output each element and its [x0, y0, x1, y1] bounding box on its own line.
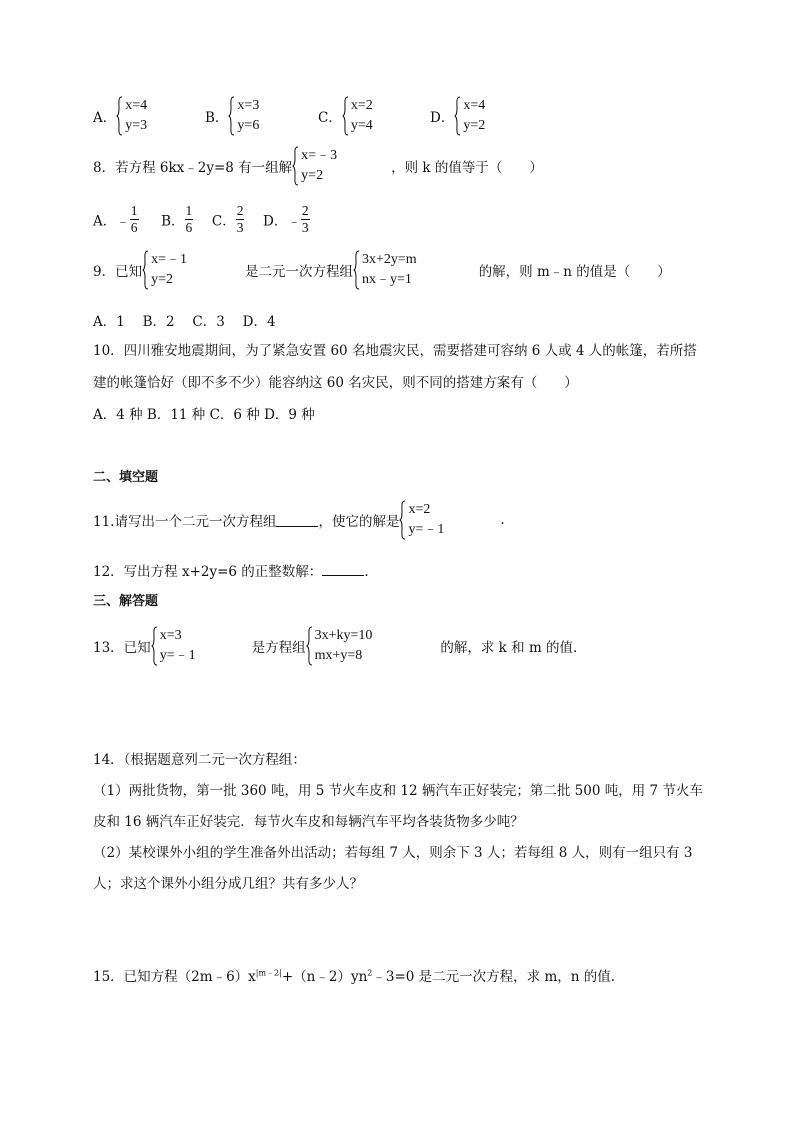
q10-options: A．4 种 B．11 种 C．6 种 D．9 种 [93, 407, 315, 423]
q14-title: 14．（根据题意列二元一次方程组： [93, 752, 306, 768]
equation-system: x=2 y=﹣1 [399, 500, 444, 540]
left-brace-icon [116, 96, 123, 136]
q14-part1-line2: 皮和 16 辆汽车正好装完．每节火车皮和每辆汽车平均各装货物多少吨？ [93, 814, 524, 830]
left-brace-icon [142, 250, 149, 290]
equation-system: x=3 y=﹣1 [151, 626, 196, 666]
q10-line-1: 10．四川雅安地震期间，为了紧急安置 60 名地震灾民，需要搭建可容纳 6 人或 4 人的帐篷，若所搭 [93, 343, 697, 359]
equation-system: x=4 y=3 [116, 96, 147, 136]
equation-system: x=3 y=6 [228, 96, 259, 136]
left-brace-icon [342, 96, 349, 136]
q7-option-a [93, 96, 147, 136]
fraction: $\frac{1}{6}$ [130, 203, 138, 235]
section-heading-solve: 三、解答题 [93, 594, 159, 609]
q14-part2-line1: （2）某校课外小组的学生准备外出活动；若每组 7 人，则余下 3 人；若每组 8 人，则有一组只有 3 [93, 845, 693, 861]
section-heading-fill-in: 二、填空题 [93, 470, 159, 485]
question-8 [93, 146, 543, 186]
left-brace-icon [292, 146, 299, 186]
question-9: 9．已知 x=﹣1 y=2 是二元一次方程组 3x+2y=m nx﹣y=1 的解，则 m﹣n 的值是（ ） [93, 250, 671, 290]
option-label: B． [205, 110, 229, 126]
option-label: C． [318, 110, 342, 126]
q7-option-b [205, 96, 259, 136]
q14-part1-line1: （1）两批货物，第一批 360 吨，用 5 节火车皮和 12 辆汽车正好装完；第二批 500 吨，用 7 节火车 [93, 783, 703, 799]
question-13: 13．已知 x=3 y=﹣1 是方程组 3x+ky=10 mx+y=8 的解，求 k 和 m 的值. [93, 626, 577, 666]
equation-system: 3x+ky=10 mx+y=8 [306, 626, 373, 666]
equation-system: 3x+2y=m nx﹣y=1 [353, 250, 417, 290]
equation-system: x=﹣1 y=2 [142, 250, 187, 290]
question-11: 11.请写出一个二元一次方程组 ，使它的解是 x=2 y=﹣1 . [93, 500, 505, 540]
q7-option-c [318, 96, 373, 136]
fraction: $\frac{1}{6}$ [185, 203, 193, 235]
option-label: D． [430, 110, 455, 126]
fraction: $\frac{2}{3}$ [301, 203, 309, 235]
question-stem: 8．若方程 6kx﹣2y=8 有一组解 [93, 160, 293, 176]
answer-blank[interactable] [276, 514, 318, 527]
q8-options: A．﹣ $\frac{1}{6}$ B． $\frac{1}{6}$ C． $\frac{2}{3}$ D．﹣ $\frac{2}{3}$ [93, 203, 309, 235]
left-brace-icon [353, 250, 360, 290]
question-stem-tail: ，则 k 的值等于（ ） [391, 160, 543, 176]
exponent: |m﹣2| [255, 968, 282, 978]
q10-line-2: 建的帐篷恰好（即不多不少）能容纳这 60 名灾民，则不同的搭建方案有（ ） [93, 375, 578, 391]
equation-system: x=﹣3 y=2 [292, 146, 337, 186]
option-label: A． [93, 110, 117, 126]
exponent-square: 2 [367, 968, 373, 978]
equation-system: x=4 y=2 [454, 96, 485, 136]
answer-blank[interactable] [322, 563, 364, 576]
question-12: 12．写出方程 x+2y=6 的正整数解： . [93, 564, 369, 580]
q14-part2-line2: 人；求这个课外小组分成几组？共有多少人？ [93, 876, 363, 892]
question-15: 15．已知方程$(2m﹣6)x^{|m﹣2|}+(n﹣2)yn^2﹣3=0$ 是二元一次方程，求 m，n 的值. [93, 968, 616, 985]
q7-option-d [430, 96, 485, 136]
q9-options: A．1 B．2 C．3 D．4 [93, 314, 276, 330]
left-brace-icon [306, 626, 313, 666]
left-brace-icon [151, 626, 158, 666]
left-brace-icon [454, 96, 461, 136]
left-brace-icon [399, 500, 406, 540]
fraction: $\frac{2}{3}$ [236, 203, 244, 235]
left-brace-icon [228, 96, 235, 136]
equation-system: x=2 y=4 [342, 96, 373, 136]
